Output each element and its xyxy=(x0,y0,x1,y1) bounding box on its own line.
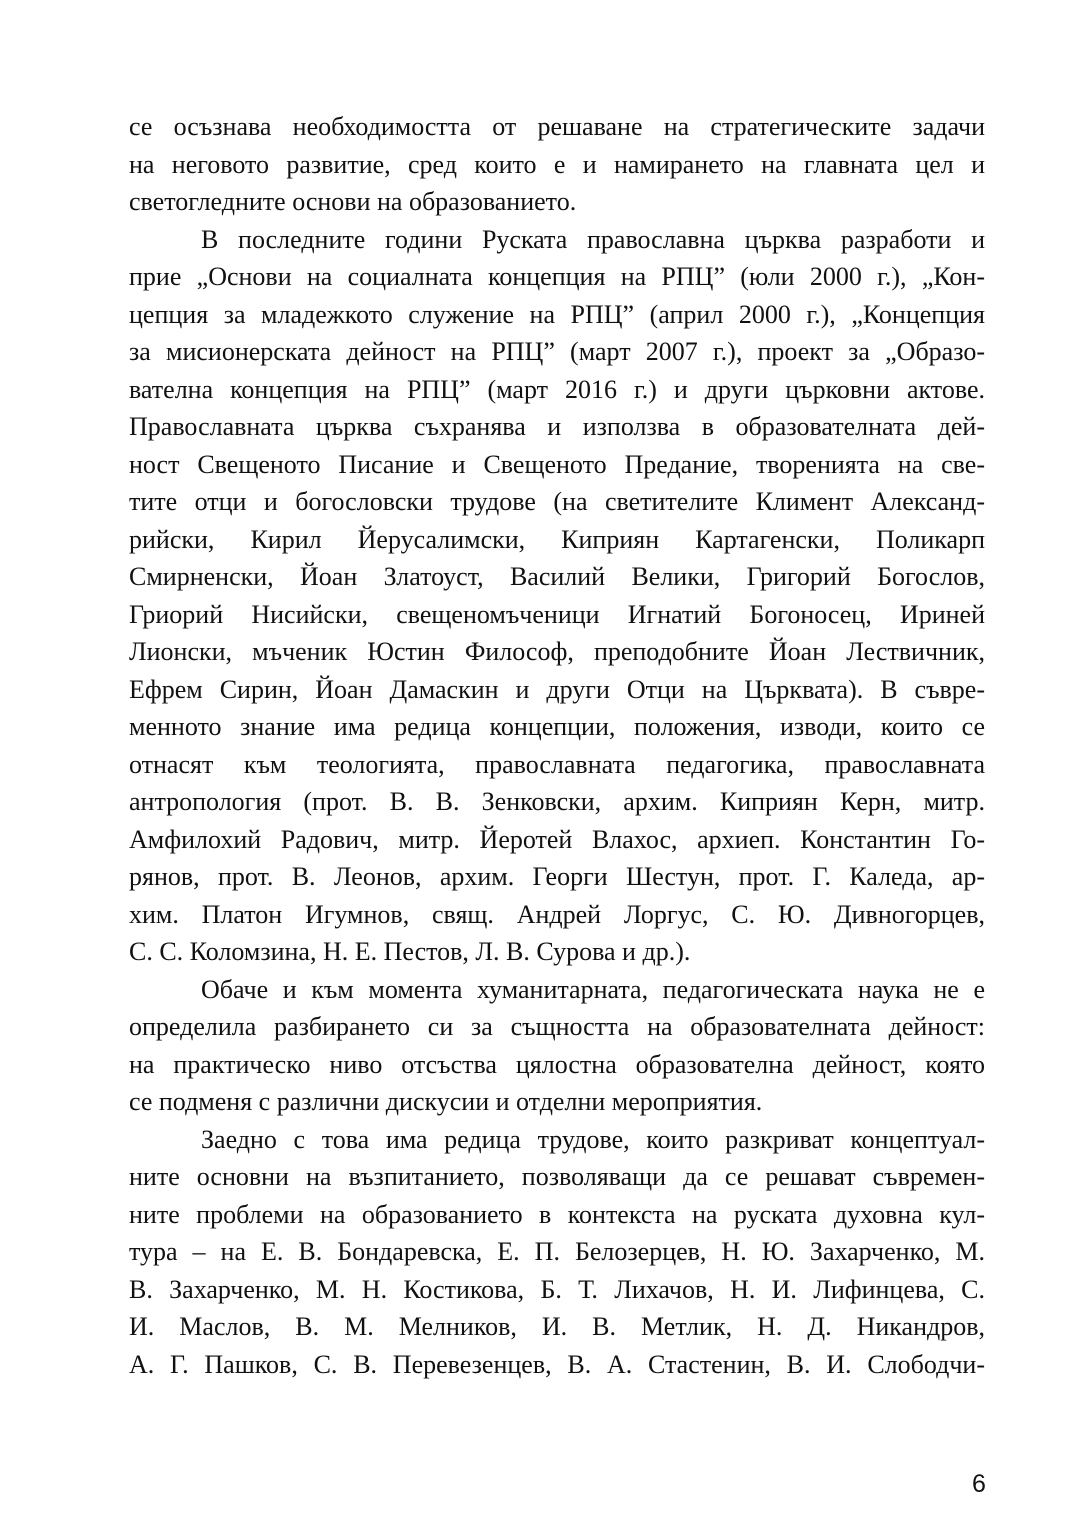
paragraph xyxy=(129,221,985,971)
text-line: Смирненски, Йоан Златоуст, Василий Велики, Григорий Богослов, xyxy=(129,562,985,591)
text-line: отнасят към теологията, православната педагогика, православната xyxy=(129,749,985,779)
text-line: рянов, прот. В. Леонов, архим. Георги Шестун, прот. Г. Каледа, ар- xyxy=(129,862,985,891)
text-line: Лионски, мъченик Юстин Философ, преподобните Йоан Лествичник, xyxy=(129,637,985,666)
text-line: Ефрем Сирин, Йоан Дамаскин и други Отци на Църквата). В съвре- xyxy=(129,674,985,704)
text-line: рийски, Кирил Йерусалимски, Киприян Картагенски, Поликарп xyxy=(129,524,985,554)
text-line: А. Г. Пашков, С. В. Перевезенцев, В. А. Стастенин, В. И. Слободчи- xyxy=(129,1349,985,1379)
text-line: тите отци и богословски трудове (на светителите Климент Александ- xyxy=(129,487,985,516)
text-line: И. Маслов, В. М. Мелников, И. В. Метлик, Н. Д. Никандров, xyxy=(129,1312,985,1341)
paragraph xyxy=(129,108,985,221)
text-line: хим. Платон Игумнов, свящ. Андрей Лоргус, С. Ю. Дивногорцев, xyxy=(129,899,985,929)
text-line: ност Свещеното Писание и Свещеното Предание, творенията на све- xyxy=(129,449,985,479)
text-line: определила разбирането си за същността на образователната дейност: xyxy=(129,1012,985,1041)
text-line: ните основни на възпитанието, позволяващи да се решават съвремен- xyxy=(129,1162,985,1191)
text-line: С. С. Коломзина, Н. Е. Пестов, Л. В. Сурова и др.). xyxy=(129,937,691,966)
text-line: прие „Основи на социалната концепция на РПЦ” (юли 2000 г.), „Кон- xyxy=(129,262,985,291)
page-number: 6 xyxy=(972,1470,986,1498)
text-line: вателна концепция на РПЦ” (март 2016 г.) и други църковни актове. xyxy=(129,374,985,404)
text-line: на практическо ниво отсъства цялостна образователна дейност, която xyxy=(129,1049,985,1079)
text-line: се подменя с различни дискусии и отделни мероприятия. xyxy=(129,1087,763,1116)
paragraph xyxy=(129,1121,985,1384)
text-line: В последните години Руската православна църква разработи и xyxy=(201,224,985,254)
text-line: менното знание има редица концепции, положения, изводи, които се xyxy=(129,712,985,741)
text-line: Гриорий Нисийски, свещеномъченици Игнатий Богоносец, Ириней xyxy=(129,599,985,629)
text-line: Амфилохий Радович, митр. Йеротей Влахос, архиеп. Константин Го- xyxy=(129,824,985,854)
text-line: на неговото развитие, сред които е и намирането на главната цел и xyxy=(129,149,985,179)
text-line: тура – на Е. В. Бондаревска, Е. П. Белозерцев, Н. Ю. Захарченко, М. xyxy=(129,1237,985,1266)
text-line: цепция за младежкото служение на РПЦ” (април 2000 г.), „Концепция xyxy=(129,299,985,329)
body-text xyxy=(129,108,985,1383)
text-line: за мисионерската дейност на РПЦ” (март 2007 г.), проект за „Образо- xyxy=(129,337,985,366)
text-line: се осъзнава необходимостта от решаване на стратегическите задачи xyxy=(129,112,985,141)
text-line: Заедно с това има редица трудове, които разкриват концептуал- xyxy=(201,1124,985,1154)
text-line: светогледните основи на образованието. xyxy=(129,187,577,216)
text-line: ните проблеми на образованието в контекста на руската духовна кул- xyxy=(129,1199,985,1229)
text-line: Обаче и към момента хуманитарната, педагогическата наука не е xyxy=(201,974,985,1004)
paragraph xyxy=(129,971,985,1121)
text-line: Православната църква съхранява и използва в образователната дей- xyxy=(129,412,985,441)
text-line: В. Захарченко, М. Н. Костикова, Б. Т. Лихачов, Н. И. Лифинцева, С. xyxy=(129,1274,985,1304)
text-line: антропология (прот. В. В. Зенковски, архим. Киприян Керн, митр. xyxy=(129,787,985,816)
